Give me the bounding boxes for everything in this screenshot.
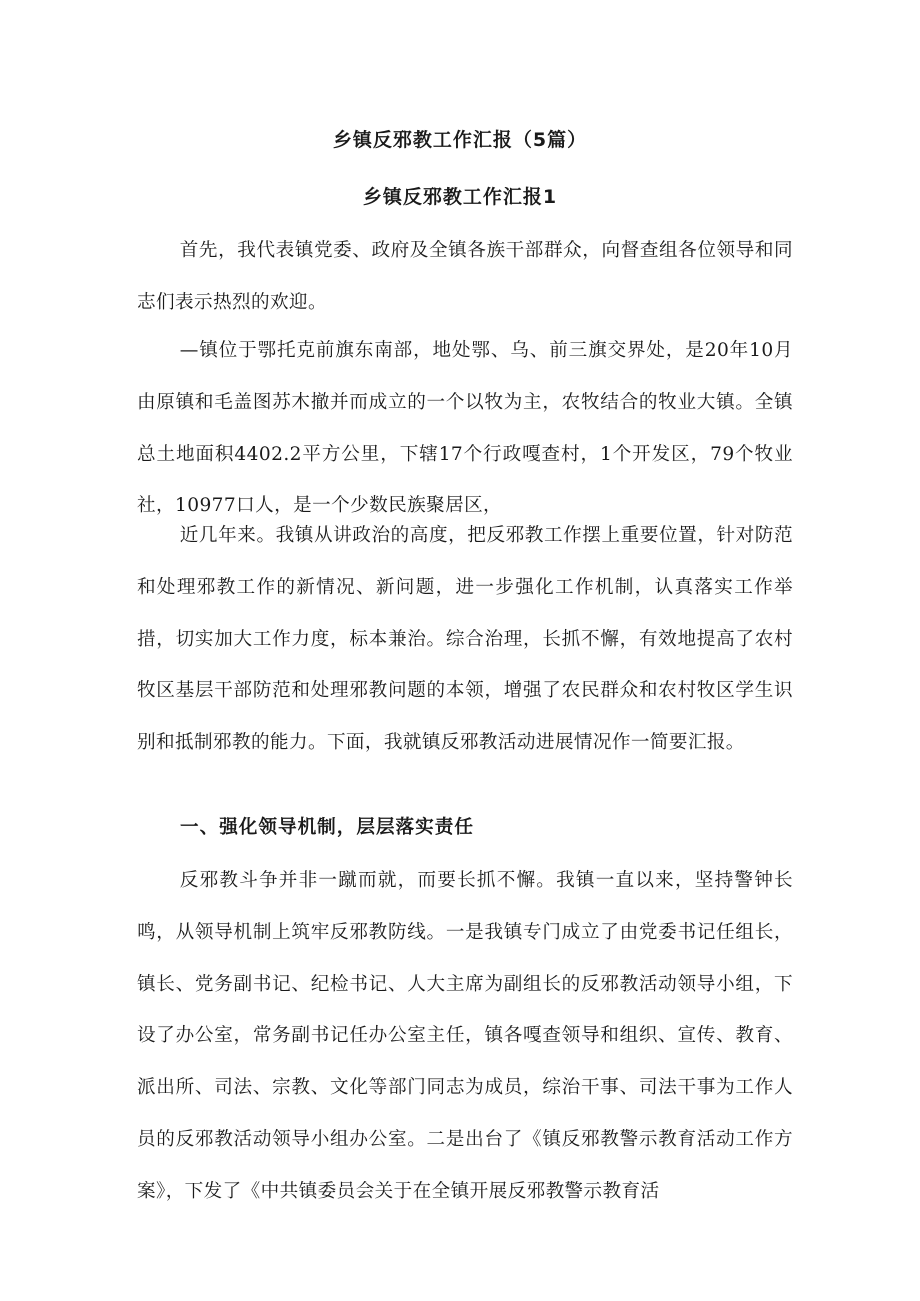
paragraph-leadership-mechanism: 反邪教斗争并非一蹴而就，而要长抓不懈。我镇一直以来，坚持警钟长鸣，从领导机制上筑牢反邪教防线。一是我镇专门成立了由党委书记任组长，镇长、党务副书记、纪检书记、人大主席为副组长的反邪教活动领导小组，下设了办公室，常务副书记任办公室主任，镇各嘎查领导和组织、宣传、教育、派出所、司法、宗教、文化等部门同志为成员，综治干事、司法干事为工作人员的反邪教活动领导小组办公室。二是出台了《镇反邪教警示教育活动工作方案》，下发了《中共镇委员会关于在全镇开展反邪教警示教育活 (137, 870, 793, 1202)
paragraph-welcome: 首先，我代表镇党委、政府及全镇各族干部群众，向督查组各位领导和同志们表示热烈的欢迎。 (137, 240, 793, 313)
paragraph-recent-work: 近几年来。我镇从讲政治的高度，把反邪教工作摆上重要位置，针对防范和处理邪教工作的新情况、新问题，进一步强化工作机制，认真落实工作举措，切实加大工作力度，标本兼治。综合治理，长抓不懈，有效地提高了农村牧区基层干部防范和处理邪教问题的本领，增强了农民群众和农村牧区学生识别和抵制邪教的能力。下面，我就镇反邪教活动进展情况作一简要汇报。 (137, 525, 793, 754)
document-title: 乡镇反邪教工作汇报（5篇） (332, 129, 588, 151)
paragraph-town-overview: —镇位于鄂托克前旗东南部，地处鄂、乌、前三旗交界处，是20年10月由原镇和毛盖图苏木撤并而成立的一个以牧为主，农牧结合的牧业大镇。全镇总土地面积4402.2平方公里，下辖17个行政嘎查村，1个开发区，79个牧业社，10977口人，是一个少数民族聚居区， (137, 340, 793, 517)
section-heading: 一、强化领导机制，层层落实责任 (180, 817, 474, 838)
document-subtitle: 乡镇反邪教工作汇报1 (362, 186, 558, 208)
